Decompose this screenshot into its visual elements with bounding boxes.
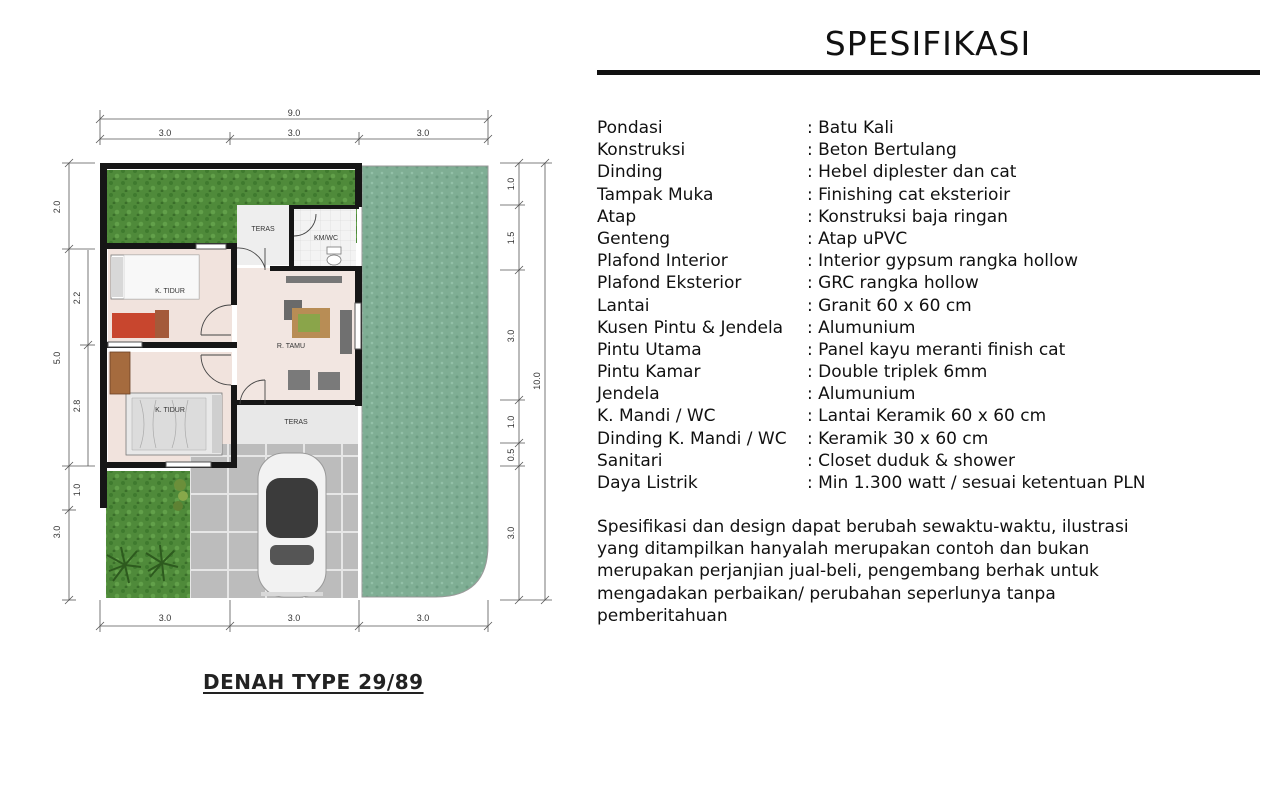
dim-right-d: 1.0: [506, 415, 516, 429]
spec-label: Pintu Kamar: [597, 362, 701, 383]
spec-label: Genteng: [597, 228, 671, 249]
dim-left-total: 5.0: [52, 351, 62, 365]
spec-row: [597, 428, 1257, 450]
floor-plan: [0, 0, 590, 660]
dim-top-2: 3.0: [287, 128, 301, 138]
spec-label: Plafond Eksterior: [597, 273, 742, 294]
spec-value: : Atap uPVC: [807, 228, 908, 249]
spec-row: [597, 472, 1257, 494]
dim-top-3: 3.0: [416, 128, 430, 138]
spec-value: : Lantai Keramik 60 x 60 cm: [807, 406, 1047, 427]
spec-value: : Finishing cat eksterioir: [807, 184, 1011, 205]
spec-value: : Alumunium: [807, 317, 916, 338]
dim-right-f: 3.0: [506, 526, 516, 540]
spec-value: : Hebel diplester dan cat: [807, 162, 1017, 183]
spec-label: Lantai: [597, 295, 650, 316]
spec-label: Kusen Pintu & Jendela: [597, 317, 784, 338]
dim-right-e: 0.5: [506, 448, 516, 462]
spec-label: Atap: [597, 206, 637, 227]
spec-label: Sanitari: [597, 450, 663, 471]
dim-bottom-2: 3.0: [287, 613, 301, 623]
dim-right-total: 10.0: [532, 372, 542, 390]
disclaimer-line: yang ditampilkan hanyalah merupakan contoh dan bukan: [597, 539, 1090, 560]
spec-row: [597, 161, 1257, 183]
spec-row: [597, 117, 1257, 139]
spec-title: SPESIFIKASI: [824, 24, 1032, 63]
disclaimer: [597, 516, 1207, 627]
spec-value: : Interior gypsum rangka hollow: [807, 251, 1079, 272]
room-label-teras-bottom: TERAS: [284, 419, 308, 426]
spec-row: [597, 139, 1257, 161]
disclaimer-line: pemberitahuan: [597, 605, 728, 626]
left-dimensions: [62, 159, 95, 604]
dim-left-b: 2.2: [72, 291, 82, 305]
teras-top-floor: [237, 205, 290, 265]
spec-label: Plafond Interior: [597, 251, 728, 272]
spec-label: Konstruksi: [597, 140, 686, 161]
dim-left-a: 2.0: [52, 200, 62, 214]
spec-label: Dinding K. Mandi / WC: [597, 428, 787, 449]
spec-label: Tampak Muka: [597, 184, 714, 205]
spec-row: [597, 450, 1257, 472]
spec-row: [597, 272, 1257, 294]
spec-value: : Beton Bertulang: [807, 140, 957, 161]
desk-icon: [112, 310, 169, 338]
dim-left-d: 1.0: [72, 483, 82, 497]
disclaimer-line: Spesifikasi dan design dapat berubah sewaktu-waktu, ilustrasi: [597, 517, 1129, 537]
spec-value: : Closet duduk & shower: [807, 450, 1015, 471]
spec-row: [597, 317, 1257, 339]
spec-divider: [597, 70, 1260, 75]
disclaimer-line: merupakan perjanjian jual-beli, pengembang berhak untuk: [597, 561, 1099, 582]
room-label-tidur1: K. TIDUR: [155, 288, 185, 295]
spec-value: : GRC rangka hollow: [807, 273, 979, 294]
spec-row: [597, 405, 1257, 427]
dim-left-e: 3.0: [52, 525, 62, 539]
dim-left-c: 2.8: [72, 399, 82, 413]
dim-right-b: 1.5: [506, 231, 516, 245]
disclaimer-line: mengadakan perbaikan/ perubahan seperlunya tanpa: [597, 583, 1056, 604]
room-label-teras-top: TERAS: [251, 226, 275, 233]
room-label-kmwc: KM/WC: [313, 235, 339, 242]
spec-label: Dinding: [597, 162, 663, 183]
spec-value: : Min 1.300 watt / sesuai ketentuan PLN: [807, 473, 1146, 493]
spec-row: [597, 250, 1257, 272]
spec-label: Pintu Utama: [597, 339, 702, 360]
spec-row: [597, 184, 1257, 206]
spec-label: Pondasi: [597, 118, 663, 138]
spec-label: K. Mandi / WC: [597, 406, 716, 427]
spec-label: Jendela: [597, 384, 660, 405]
spec-row: [597, 339, 1257, 361]
spec-row: [597, 361, 1257, 383]
spec-value: : Alumunium: [807, 384, 916, 405]
dim-right-a: 1.0: [506, 177, 516, 191]
spec-row: [597, 228, 1257, 250]
bed-icon-2: [126, 393, 222, 455]
spec-list: [597, 117, 1257, 494]
side-garden: [362, 166, 488, 597]
toilet-icon: [327, 247, 341, 265]
room-label-tidur2: K. TIDUR: [155, 407, 185, 414]
wardrobe-icon: [110, 352, 130, 394]
spec-value: : Batu Kali: [807, 118, 894, 138]
dim-bottom-3: 3.0: [416, 613, 430, 623]
dim-top-1: 3.0: [158, 128, 172, 138]
room-label-tamu: R. TAMU: [276, 343, 306, 350]
spec-row: [597, 206, 1257, 228]
spec-value: : Panel kayu meranti finish cat: [807, 339, 1066, 360]
spec-value: : Keramik 30 x 60 cm: [807, 428, 989, 449]
dim-top-total: 9.0: [287, 108, 301, 118]
spec-value: : Granit 60 x 60 cm: [807, 295, 972, 316]
car-icon: [258, 453, 326, 597]
spec-value: : Double triplek 6mm: [807, 362, 988, 383]
spec-row: [597, 295, 1257, 317]
spec-row: [597, 383, 1257, 405]
dim-right-c: 3.0: [506, 329, 516, 343]
plan-title: DENAH TYPE 29/89: [203, 670, 424, 694]
dim-bottom-1: 3.0: [158, 613, 172, 623]
spec-label: Daya Listrik: [597, 473, 698, 493]
spec-value: : Konstruksi baja ringan: [807, 206, 1008, 227]
